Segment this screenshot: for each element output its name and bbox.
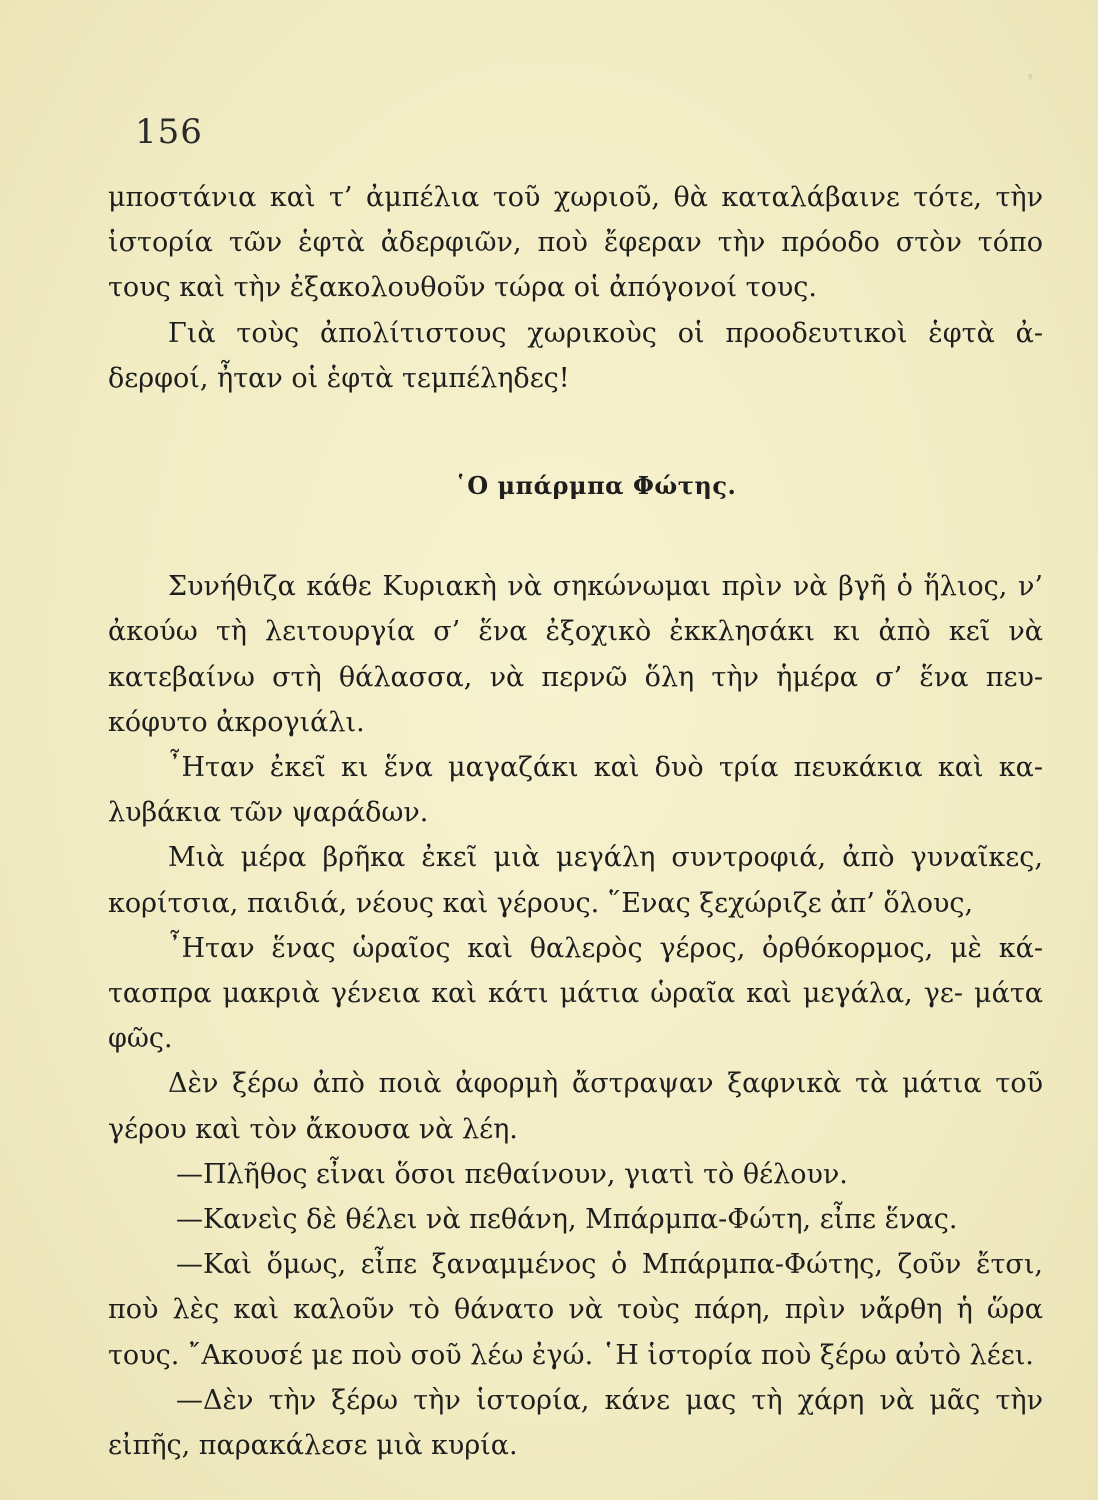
paragraph: ῏Ηταν ἐκεῖ κι ἕνα μαγαζάκι καὶ δυὸ τρία πευκάκια καὶ κα- λυβάκια τῶν ψαράδων. [108, 752, 1043, 829]
dialogue-line: —Καὶ ὅμως, εἶπε ξαναμμένος ὁ Μπάρμπα-Φώτης, ζοῦν ἔτσι, ποὺ λὲς καὶ καλοῦν τὸ θάνατο νὰ τοὺς πάρη, πρὶν νἄρθη ἡ ὥρα τους. ῎Ακουσέ με ποὺ σοῦ λέω ἐγώ. ῾Η ἱστορία ποὺ ξέρω αὐτὸ λέει. [108, 1249, 1043, 1371]
dialogue-line: —Κανεὶς δὲ θέλει νὰ πεθάνη, Μπάρμπα-Φώτη, εἶπε ἕνας. [176, 1204, 958, 1236]
paragraph: Δὲν ξέρω ἀπὸ ποιὰ ἀφορμὴ ἄστραψαν ξαφνικὰ τὰ μάτια τοῦ γέρου καὶ τὸν ἄκουσα νὰ λέη. [108, 1068, 1043, 1145]
paragraph: Γιὰ τοὺς ἀπολίτιστους χωρικοὺς οἱ προοδευτικοὶ ἑφτὰ ἀ- δερφοί, ἦταν οἱ ἑφτὰ τεμπέληδες! [108, 317, 1043, 394]
dialogue-line: —Δὲν τὴν ξέρω τὴν ἱστορία, κάνε μας τὴ χάρη νὰ μᾶς τὴν εἰπῆς, παρακάλεσε μιὰ κυρία. [108, 1384, 1043, 1462]
page-number: 156 [135, 112, 203, 152]
paragraph-continuation: μποστάνια καὶ τ’ ἀμπέλια τοῦ χωριοῦ, θὰ καταλάβαινε τότε, τὴν ἱστορία τῶν ἑφτὰ ἀδερφιῶν, ποὺ ἔφεραν τὴν πρόοδο στὸν τόπο τους καὶ τὴν ἐξακολουθοῦν τώρα οἱ ἀπόγονοί τους. [108, 182, 1043, 304]
dialogue-line: —Πλῆθος εἶναι ὅσοι πεθαίνουν, γιατὶ τὸ θέλουν. [176, 1158, 848, 1190]
paragraph: Μιὰ μέρα βρῆκα ἐκεῖ μιὰ μεγάλη συντροφιά, ἀπὸ γυναῖκες, κορίτσια, παιδιά, νέους καὶ γέρους. ῞Ενας ξεχώριζε ἀπ’ ὅλους, [108, 842, 1043, 919]
bleed-through-mark: ᾿ [1022, 70, 1038, 108]
page-text [108, 175, 1043, 1468]
paragraph: ῏Ηταν ἕνας ὡραῖος καὶ θαλερὸς γέρος, ὀρθόκορμος, μὲ κά- τασπρα μακριὰ γένεια καὶ κάτι μάτια ὡραῖα καὶ μεγάλα, γε- μάτα φῶς. [108, 932, 1043, 1055]
paragraph: Συνήθιζα κάθε Κυριακὴ νὰ σηκώνωμαι πρὶν νὰ βγῆ ὁ ἥλιος, ν’ ἀκούω τὴ λειτουργία σ’ ἕνα ἐξοχικὸ ἐκκλησάκι κι ἀπὸ κεῖ νὰ κατεβαίνω στὴ θάλασσα, νὰ περνῶ ὅλη τὴν ἡμέρα σ’ ἕνα πευ- κόφυτο ἀκρογιάλι. [108, 571, 1043, 738]
section-title: ῾Ο μπάρμπα Φώτης. [454, 471, 737, 501]
